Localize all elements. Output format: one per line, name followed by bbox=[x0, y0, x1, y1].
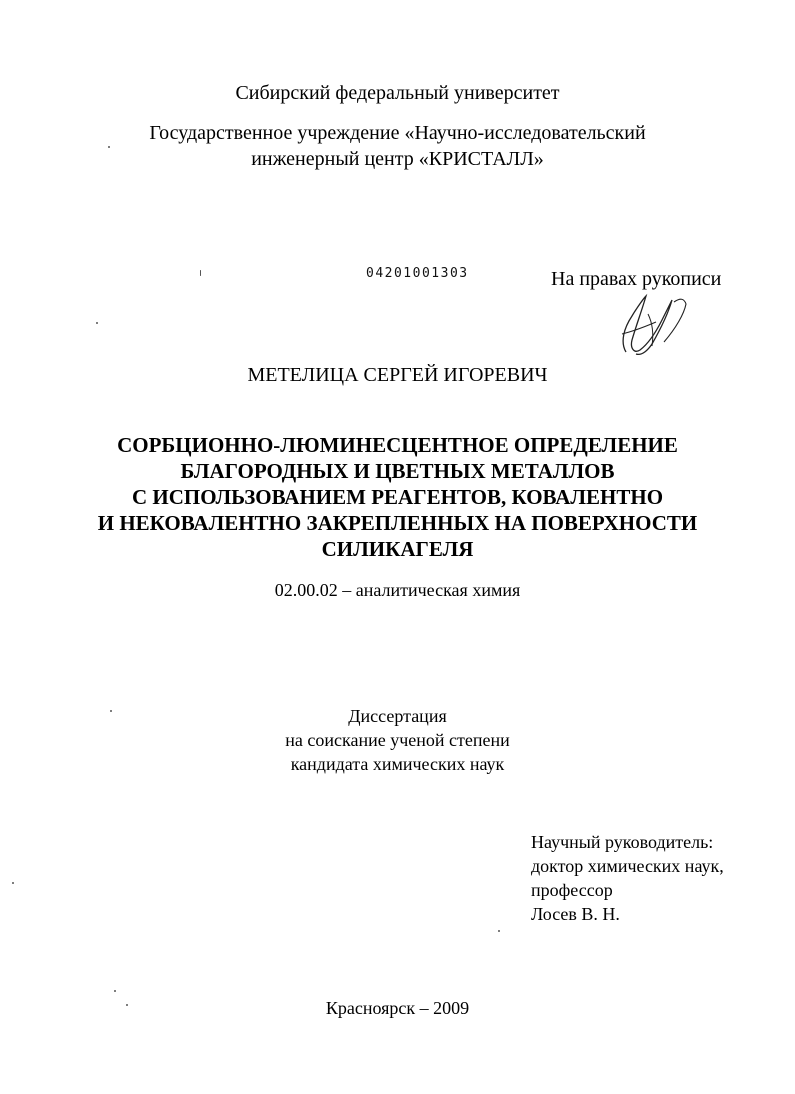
author-name: МЕТЕЛИЦА СЕРГЕЙ ИГОРЕВИЧ bbox=[247, 364, 548, 386]
supervisor-line-1: Научный руководитель: bbox=[531, 832, 714, 852]
scan-speck bbox=[200, 270, 201, 276]
scan-speck bbox=[114, 990, 116, 992]
institution-line-1: Государственное учреждение «Научно-исследовательский bbox=[149, 122, 646, 144]
institution-name bbox=[0, 120, 795, 172]
supervisor-block bbox=[531, 830, 724, 926]
catalog-number: 04201001303 bbox=[366, 266, 469, 281]
institution-line-2: инженерный центр «КРИСТАЛЛ» bbox=[251, 148, 544, 170]
degree-statement bbox=[0, 704, 795, 776]
scan-speck bbox=[110, 710, 112, 712]
scan-speck bbox=[108, 146, 110, 148]
supervisor-line-2: доктор химических наук, bbox=[531, 856, 724, 876]
city-year: Красноярск – 2009 bbox=[325, 998, 470, 1018]
degree-line-1: Диссертация bbox=[348, 706, 447, 726]
supervisor-line-3: профессор bbox=[531, 880, 613, 900]
scan-speck bbox=[12, 882, 14, 884]
manuscript-rights: На правах рукописи bbox=[551, 268, 722, 290]
title-line: СОРБЦИОННО-ЛЮМИНЕСЦЕНТНОЕ ОПРЕДЕЛЕНИЕ bbox=[117, 433, 678, 457]
scan-speck bbox=[96, 322, 98, 324]
supervisor-line-4: Лосев В. Н. bbox=[531, 904, 620, 924]
title-line: И НЕКОВАЛЕНТНО ЗАКРЕПЛЕННЫХ НА ПОВЕРХНОСТИ bbox=[97, 511, 698, 535]
dissertation-title bbox=[0, 432, 795, 562]
title-line: БЛАГОРОДНЫХ И ЦВЕТНЫХ МЕТАЛЛОВ bbox=[180, 459, 615, 483]
signature bbox=[612, 292, 692, 362]
degree-line-2: на соискание ученой степени bbox=[285, 730, 510, 750]
scan-speck bbox=[498, 930, 500, 932]
specialty-code: 02.00.02 – аналитическая химия bbox=[274, 580, 521, 600]
degree-line-3: кандидата химических наук bbox=[290, 754, 505, 774]
title-line: С ИСПОЛЬЗОВАНИЕМ РЕАГЕНТОВ, КОВАЛЕНТНО bbox=[131, 485, 664, 509]
title-line: СИЛИКАГЕЛЯ bbox=[321, 537, 474, 561]
scan-speck bbox=[126, 1004, 128, 1006]
university-name: Сибирский федеральный университет bbox=[235, 82, 560, 104]
